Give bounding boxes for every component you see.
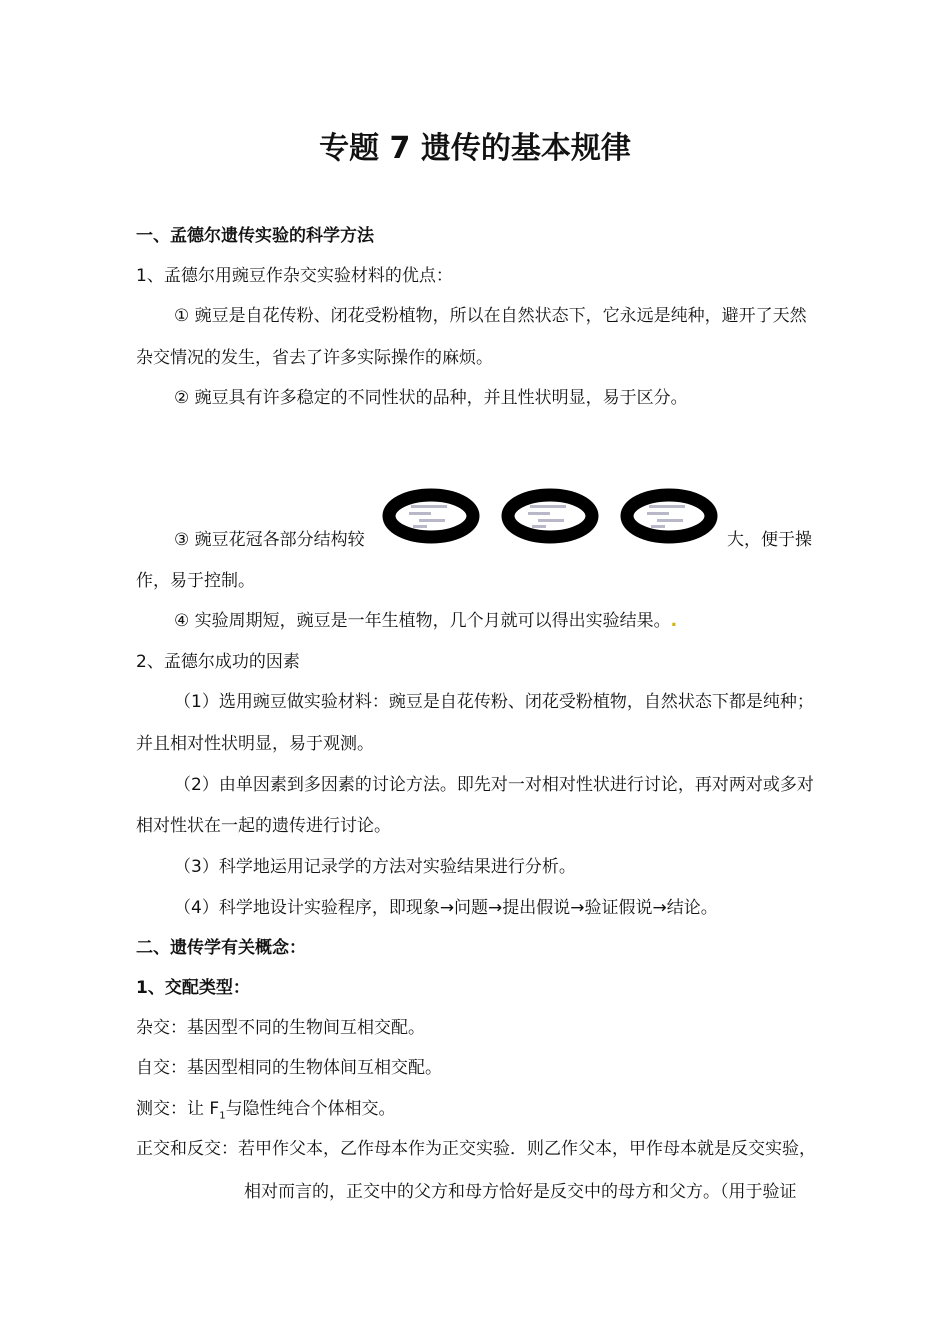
reciprocal-line-1: 正交和反交：若甲作父本，乙作母本作为正交实验．则乙作父本，甲作母本就是反交实验， bbox=[136, 1139, 816, 1159]
ring-image-2 bbox=[500, 488, 600, 544]
ring-image-3 bbox=[619, 488, 719, 544]
reciprocal-line-2: 相对而言的，正交中的父方和母方恰好是反交中的母方和父方。（用于验证 bbox=[244, 1182, 797, 1202]
item-1-line-2: 杂交情况的发生，省去了许多实际操作的麻烦。 bbox=[136, 348, 493, 368]
item-3-line-1-end: 大，便于操 bbox=[727, 530, 812, 550]
testcross-definition bbox=[136, 1098, 396, 1127]
testcross-text-b: 与隐性纯合个体相交。 bbox=[225, 1099, 396, 1119]
factor-2-line-2: 相对性状在一起的遗传进行讨论。 bbox=[136, 816, 391, 836]
factor-1-line-1: （1）选用豌豆做实验材料：豌豆是自花传粉、闭花受粉植物，自然状态下都是纯种； bbox=[174, 692, 814, 712]
item-3-line-1: ③ 豌豆花冠各部分结构较 bbox=[174, 530, 365, 550]
item-3-line-2: 作，易于控制。 bbox=[136, 571, 255, 591]
paragraph-2-label: 2、孟德尔成功的因素 bbox=[136, 652, 300, 672]
page-title: 专题 7 遗传的基本规律 bbox=[319, 131, 631, 166]
hybrid-definition: 杂交：基因型不同的生物间互相交配。 bbox=[136, 1018, 425, 1038]
selfing-definition: 自交：基因型相同的生物体间互相交配。 bbox=[136, 1058, 442, 1078]
paragraph-1-label: 1、孟德尔用豌豆作杂交实验材料的优点： bbox=[136, 266, 453, 286]
factor-3: （3）科学地运用记录学的方法对实验结果进行分析。 bbox=[174, 857, 576, 877]
ring-image-1 bbox=[381, 488, 481, 544]
item-4-dot: . bbox=[670, 611, 678, 631]
testcross-subscript: 1 bbox=[219, 1110, 226, 1122]
testcross-text-a: 测交：让 F bbox=[136, 1099, 220, 1119]
item-2: ② 豌豆具有许多稳定的不同性状的品种，并且性状明显，易于区分。 bbox=[174, 388, 688, 408]
item-1-line-1: ① 豌豆是自花传粉、闭花受粉植物，所以在自然状态下，它永远是纯种，避开了天然 bbox=[174, 306, 807, 326]
mating-types-label: 1、交配类型： bbox=[136, 978, 250, 998]
factor-2-line-1: （2）由单因素到多因素的讨论方法。即先对一对相对性状进行讨论，再对两对或多对 bbox=[174, 775, 814, 795]
section-2-heading: 二、遗传学有关概念： bbox=[136, 938, 306, 958]
item-4-text: ④ 实验周期短，豌豆是一年生植物，几个月就可以得出实验结果。 bbox=[174, 611, 671, 631]
item-4 bbox=[174, 610, 677, 632]
section-1-heading: 一、孟德尔遗传实验的科学方法 bbox=[136, 226, 374, 246]
factor-4: （4）科学地设计实验程序，即现象→问题→提出假说→验证假说→结论。 bbox=[174, 898, 718, 918]
factor-1-line-2: 并且相对性状明显，易于观测。 bbox=[136, 734, 374, 754]
